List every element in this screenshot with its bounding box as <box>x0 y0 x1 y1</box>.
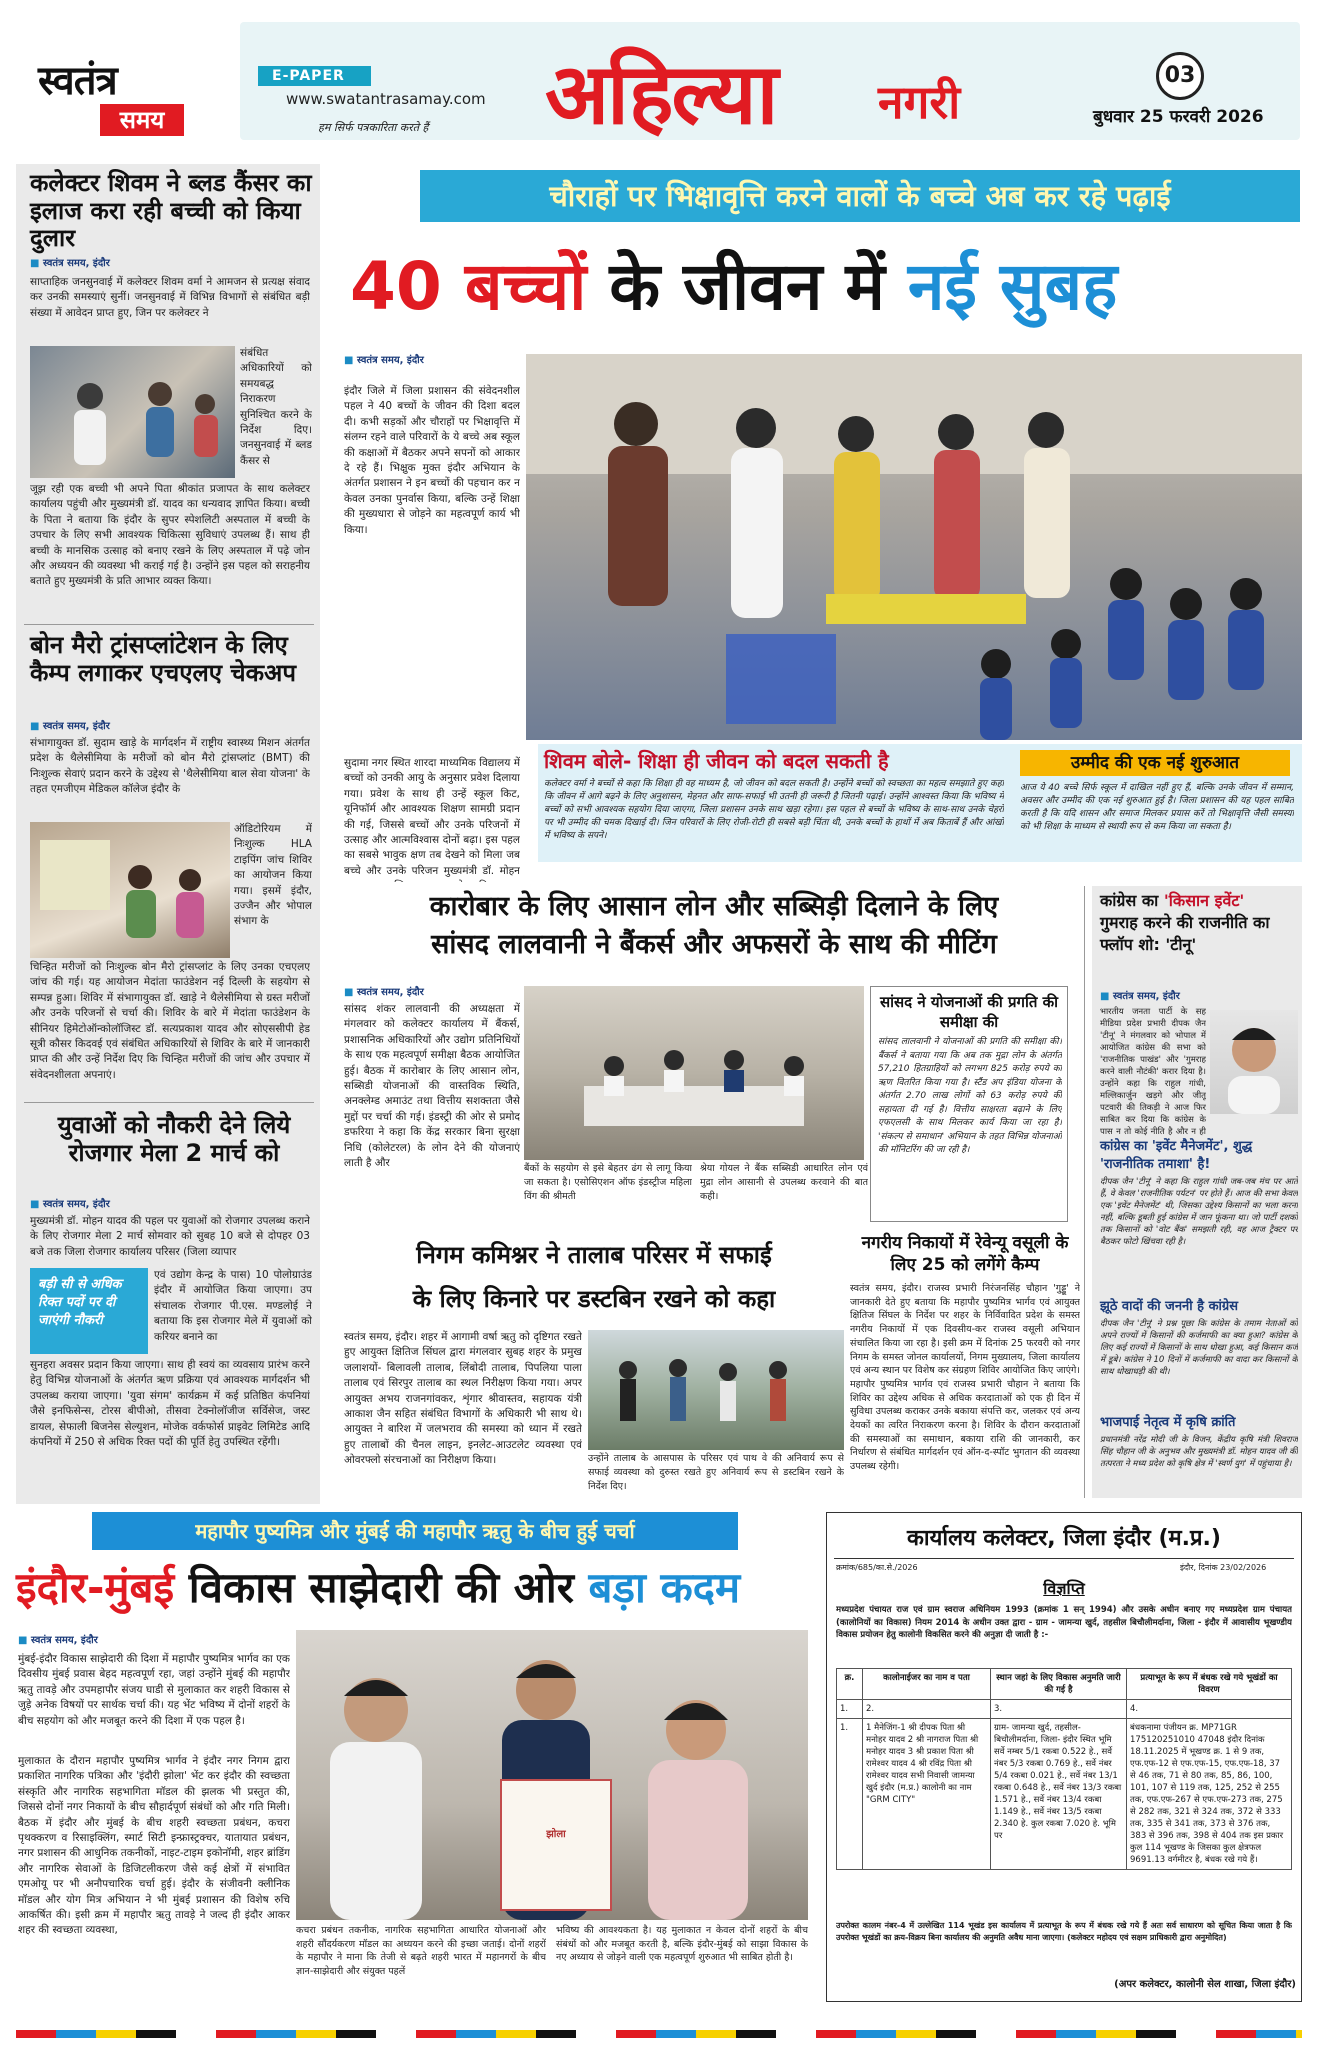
story-job-fair-headline[interactable]: युवाओं को नौकरी देने लिये रोजगार मेला 2 मार्च को <box>57 1111 291 1167</box>
website-url[interactable]: www.swatantrasamay.com <box>286 90 486 108</box>
medical-camp-icon <box>30 822 230 958</box>
person-portrait-icon <box>1210 1010 1298 1114</box>
nigam-headline-line-1[interactable]: निगम कमिश्नर ने तालाब परिसर में सफाई <box>416 1241 772 1269</box>
notice-cell: 1. <box>837 1719 863 1870</box>
story-blood-cancer-kicker: ■ स्वतंत्र समय, इंदौर <box>30 255 110 269</box>
congress-headline[interactable] <box>1100 890 1298 956</box>
divider <box>834 1558 1294 1559</box>
congress-kicker: ■ स्वतंत्र समय, इंदौर <box>1100 988 1180 1002</box>
story-job-fair-text-2: सुनहरा अवसर प्रदान किया जाएगा। साथ ही स्वयं का व्यवसाय प्रारंभ करने हेतु विभिन्न योजनाओं के अंतर्गत ऋण प्रक्रिया एवं आवश्यक मार्गदर्शन भी उपलब्ध कराया जाएगा। 'युवा संगम' कार्यक्रम में कई प्रतिष्ठित कंपनियां जैसे इनफिसेन्स, टोरस बीपीओ, तीसवा टेक्नोलॉजीज सर्विसेज, जस्ट डायल, सेफाली बिजनेस सेल्युशन, मोजेक वर्कफोर्स प्राइवेट लिमिटेड आदि कंपनियों में 250 से अधिक रिक्त पदों की पूर्ति हेतु उपस्थित रहेंगी। <box>30 1359 310 1449</box>
loan-sidebar-text: सांसद लालवानी ने योजनाओं की प्रगति की समीक्षा की। बैंकर्स ने बताया गया कि अब तक मुद्रा लोन के अंतर्गत 57,210 हितग्राहियों को लगभग 825 करोड़ रुपये का ऋण वितरित किया गया है। स्टैंड अप इंडिया योजना के अंतर्गत 2.70 लाख लोगों को 63 करोड़ रुपये की सहायता दी गई है। वित्तीय साक्षरता बढ़ाने के लिए एफएलसी के साथ मिलकर कार्य किया जा रहा है। 'संकल्प से समाधान' अभियान के तहत विभिन्न योजनाओं की मॉनिटरिंग की जा रही है। <box>878 1037 1062 1155</box>
meeting-table-icon <box>524 986 864 1160</box>
page-number: 03 <box>1156 52 1204 100</box>
logo-top-text: स्वतंत्र <box>38 57 117 104</box>
tagline: हम सिर्फ पत्रकारिता करते हैं <box>318 121 429 134</box>
notice-col-number: 4. <box>1127 1700 1292 1719</box>
notice-table <box>836 1668 1292 1870</box>
print-color-bar <box>16 2030 1302 2038</box>
mumbai-text-2: मुलाकात के दौरान महापौर पुष्यमित्र भार्गव ने इंदौर नगर निगम द्वारा प्रकाशित नागरिक पत्रिका और 'इंदौरी झोला' भेंट कर इंदौर की स्वच्छता संस्कृति और नागरिक सहभागिता मॉडल की झलक भी प्रस्तुत की, जिससे दोनों नगर निकायों के बीच सौहार्दपूर्ण संबंधों को और गति मिली। बैठक में इंदौर और मुंबई के बीच शहरी स्वच्छता प्रबंधन, कचरा पृथक्करण व रिसाइक्लिंग, स्मार्ट सिटी इन्फ्रास्ट्रक्चर, यातायात प्रबंधन, नगर प्रशासन की आधुनिक तकनीकों, नाइट-टाइम इकोनॉमी, शहर ब्रांडिंग और नागरिक सेवाओं के डिजिटलीकरण जैसे कई क्षेत्रों में संभावित एमओयू पर भी अनौपचारिक चर्चा हुई। इंदौर के संजीवनी क्लीनिक मॉडल और योग मित्र अभियान ने भी मुंबई प्रशासन की विशेष रुचि आकर्षित की। इसी क्रम में महापौर ऋतु तावड़े ने जल्द ही इंदौर आकर शहर की स्वच्छता व्यवस्था, <box>18 1755 290 1937</box>
notice-col-header: कालोनाईजर का नाम व पता <box>863 1669 991 1700</box>
mumbai-text-1: मुंबई-इंदौर विकास साझेदारी की दिशा में महापौर पुष्यमित्र भार्गव का एक दिवसीय मुंबई प्रवास बेहद महत्वपूर्ण रहा, जहां उन्होंने मुंबई की महापौर ऋतु तावड़े और उपमहापौर संजय घाडी से मुलाकात कर शहरी विकास से जुड़े अनेक विषयों पर सार्थक चर्चा की। यह भेंट भविष्य में दोनों शहरों के बीच सहयोग को और मजबूत करने की दिशा में एक पहल है। <box>18 1653 290 1727</box>
loan-headline-line-1[interactable]: कारोबार के लिए आसान लोन और सब्सिड़ी दिलाने के लिए <box>429 891 999 922</box>
notice-intro: मध्यप्रदेश पंचायत राज एवं ग्राम स्वराज अधिनियम 1993 (क्रमांक 1 सन् 1994) और उसके अधीन बनाए गए मध्यप्रदेश ग्राम पंचायत (कालोनियों का विकास) नियम 2014 के अधीन उक्त द्वारा - ग्राम - जामन्या खुर्द, तहसील बिचौलीमर्दाना, जिला - इंदौर में आवासीय भूखण्डीय विकास प्रयोजन हेतु कालोनी विकसित करने की अनुज्ञा दी जाती है :- <box>836 1605 1292 1640</box>
notice-col-number: 3. <box>991 1700 1127 1719</box>
notice-col-number: 1. <box>837 1700 863 1719</box>
job-fair-pullquote: बड़ी सी से अधिक रिक्त पदों पर दी जाएंगी नौकरी <box>30 1268 148 1354</box>
notice-ref-number: क्रमांक/685/का.से./2026 <box>836 1563 918 1572</box>
loan-kicker: ■ स्वतंत्र समय, इंदौर <box>344 984 424 998</box>
lead-text-2: सुदामा नगर स्थित शारदा माध्यमिक विद्यालय में बच्चों को उनकी आयु के अनुसार प्रवेश दिलाया गया। प्रवेश के साथ ही उन्हें स्कूल किट, यूनिफॉर्म और आवश्यक शिक्षण सामग्री प्रदान की गई, जिससे बच्चों और उनके परिजनों में उत्साह और आत्मविश्वास दोनों बढ़ा। इस पहल का सबसे भावुक क्षण तब देखने को मिला जब बच्चे और उनके परिजन मुख्यमंत्री डॉ. मोहन <box>344 757 520 877</box>
story-bmt-headline[interactable]: बोन मैरो ट्रांसप्लांटेशन के लिए कैम्प लगाकर एचएलए चेकअप <box>30 631 297 687</box>
notice-cell: बंधकनामा पंजीयन क्र. MP71GR 175120251010 47048 इंदौर दिनांक 18.11.2025 में भूखण्ड क्र. 1 से 9 तक, एफ.एफ-12 से एफ.एफ-15, एफ.एफ-18, 37 से 46 तक, 71 से 80 तक, 85, 86, 100, 101, 107 से 119 तक, 125, 252 से 255 तक, एफ.एफ-267 से एफ.एफ-273 तक, 275 से 282 तक, 321 से 324 तक, 372 से 333 तक, 335 से 341 तक, 373 से 376 तक, 383 से 396 तक, 398 से 404 तक इस प्रकार कुल 114 भूखण्ड के जिसका कुल क्षेत्रफल 9691.13 वर्गमीटर है, बंधक रखे गये हैं। <box>1127 1719 1292 1870</box>
divider <box>1084 886 1085 1498</box>
hla-camp-photo <box>30 822 230 958</box>
collector-photo <box>30 346 235 478</box>
loan-text-1: सांसद शंकर लालवानी की अध्यक्षता में मंगलवार को कलेक्टर कार्यालय में बैंकर्स, प्रशासनिक अधिकारियों और उद्योग प्रतिनिधियों के साथ एक महत्वपूर्ण समीक्षा बैठक आयोजित हुई। बैठक में कारोबार के लिए आसान लोन, सब्सिडी योजनाओं की वास्तविक स्थिति, अनक्लेम्ड अमाउंट तथा वित्तीय सशक्तता जैसे मुद्दों पर चर्चा की गई। इंडस्ट्री की ओर से प्रमोद डफरिया ने कहा कि केंद्र सरकार बिना सुरक्षा निधि (कोलेटरल) के लोन देने की योजनाएं लाती है और <box>344 1003 520 1170</box>
congress-subhead-1: कांग्रेस का 'इवेंट मैनेजमेंट', शुद्ध 'राजनीतिक तमाशा' है! <box>1100 1139 1253 1172</box>
story-job-fair-text-1: मुख्यमंत्री डॉ. मोहन यादव की पहल पर युवाओं को रोजगार उपलब्ध कराने के लिए रोजगार मेला 2 मार्च सोमवार को सुबह 10 बजे से दोपहर 03 बजे तक जिला रोजगार कार्यालय परिसर (जिला व्यापार <box>30 1215 310 1258</box>
lead-subtext-2: आज ये 40 बच्चे सिर्फ स्कूल में दाखिल नहीं हुए हैं, बल्कि उनके जीवन में सम्मान, अवसर और उम्मीद की एक नई शुरुआत हुई है। जिला प्रशासन की यह पहल साबित करती है कि यदि शासन और समाज मिलकर प्रयास करें तो भिक्षावृत्ति जैसी समस्या को भी शिक्षा के माध्यम से स्थायी रूप से कम किया जा सकता है। <box>1020 783 1294 832</box>
revenue-text: स्वतंत्र समय, इंदौर। राजस्व प्रभारी निरंजनसिंह चौहान 'गुड्डू' ने जानकारी देते हुए बताया कि महापौर पुष्यमित्र भार्गव एवं आयुक्त क्षितिज सिंघल के निर्देश पर शहर के निर्विवादित प्रदेश के समस्त नगरीय निकायों में एक दिवसीय-कर राजस्व वसूली अभियान संचालित किया जा रहा है। इसी क्रम में दिनांक 25 फरवरी को नगर निगम के समस्त जोनल कार्यालयों, निगम मुख्यालय, जिला कार्यालय एवं अन्य स्थान पर विशेष कर संग्रहण शिविर आयोजित किए जाएंगे। महापौर पुष्यमित्र भार्गव एवं राजस्व प्रभारी चौहान ने बताया कि शिविर का उद्देश्य अधिक से अधिक करदाताओं को एक ही दिन में सुविधा उपलब्ध कराकर उनके बकाया संपत्ति कर, जलकर एवं अन्य देयकों का त्वरित निराकरण करना है। शिविर के दौरान करदाताओं की समस्याओं का समाधान, बकाया राशि की जानकारी, कर निर्धारण से संबंधित मार्गदर्शन एवं ऑन-द-स्पॉट भुगतान की व्यवस्था उपलब्ध रहेगी। <box>850 1283 1080 1473</box>
loan-headline-line-2[interactable]: सांसद लालवानी ने बैंकर्स और अफसरों के साथ की मीटिंग <box>431 929 997 960</box>
congress-headline-b: 'किसान इवेंट' <box>1163 891 1245 910</box>
masthead <box>0 0 1318 152</box>
book-cover-text: झोला <box>546 1829 566 1840</box>
story-blood-cancer-text-1: साप्ताहिक जनसुनवाई में कलेक्टर शिवम वर्मा ने आमजन से प्रत्यक्ष संवाद कर उनकी समस्याएं सुनीं। जनसुनवाई में विभिन्न विभागों से संबंधित बड़ी संख्या में आवेदन प्राप्त हुए, जिन पर कलेक्टर ने <box>30 276 310 319</box>
notice-col-header: प्रत्याभूत के रूप में बंधक रखे गये भूखंडों का विवरण <box>1127 1669 1292 1700</box>
mumbai-headline-c: बड़ा कदम <box>588 1563 741 1612</box>
notice-col-number: 2. <box>863 1700 991 1719</box>
mumbai-text-3: कचरा प्रबंधन तकनीक, नागरिक सहभागिता आधारित योजनाओं और शहरी सौंदर्यकरण मॉडल का अध्ययन करने की इच्छा जताई। दोनों शहरों के महापौर ने माना कि तेजी से बढ़ते शहरी भारत में महानगरों के बीच ज्ञान-साझेदारी और संयुक्त पहलें <box>296 1925 546 1977</box>
mumbai-kicker: ■ स्वतंत्र समय, इंदौर <box>18 1632 98 1646</box>
mayors-meeting-photo <box>296 1630 808 1920</box>
mumbai-headline-b: विकास साझेदारी की ओर <box>174 1563 589 1612</box>
congress-text-2: दीपक जैन 'टीनू' ने कहा कि राहुल गांधी जब-जब मंच पर आते हैं, वे केवल 'राजनीतिक पर्यटन' पर होते हैं। आज की सभा केवल एक 'इवेंट मैनेजमेंट' थी, जिसका उद्देश्य किसानों का भला करना नहीं, बल्कि डूबती हुई कांग्रेस में जान फूंकना था। जो पार्टी दशकों तक किसानों को 'वोट बैंक' समझती रही, वह आज ट्रैक्टर पर बैठकर फोटो खिंचवा रही है। <box>1100 1177 1298 1247</box>
lead-banner: चौराहों पर भिक्षावृत्ति करने वालों के बच्चे अब कर रहे पढ़ाई <box>420 170 1300 222</box>
people-silhouette-icon <box>30 346 235 478</box>
lead-headline-part-2: के जीवन में <box>586 248 908 325</box>
story-bmt-text-1b: ऑडिटोरियम में निःशुल्क HLA टाइपिंग जांच शिविर का आयोजन किया गया। इसमें इंदौर, उज्जैन और भोपाल संभाग के <box>234 823 312 928</box>
loan-text-3: श्रेया गोयल ने बैंक सब्सिडी आधारित लोन एवं मुद्रा लोन आसानी से उपलब्ध करवाने की बात कही। <box>700 1163 868 1202</box>
story-bmt-kicker: ■ स्वतंत्र समय, इंदौर <box>30 718 110 732</box>
story-bmt-text-1: संभागायुक्त डॉ. सुदाम खाड़े के मार्गदर्शन में राष्ट्रीय स्वास्थ्य मिशन अंतर्गत प्रदेश के थैलेसीमिया के मरीजों को बोन मैरो ट्रांसप्लांट (BMT) की निःशुल्क सेवाएं प्रदान करने के उद्देश्य से 'थैलेसीमिया बाल सेवा योजना' के तहत एमजीएम मेडिकल कॉलेज इंदौर के <box>30 737 310 796</box>
mumbai-headline[interactable] <box>16 1560 816 1616</box>
epaper-badge: E-PAPER <box>258 66 371 86</box>
notice-footer: उपरोक्त कालम नंबर-4 में उल्लेखित 114 भूखंड इस कार्यालय में प्रत्याभूत के रूप में बंधक रखे गये हैं अतः सर्व साधारण को सूचित किया जाता है कि उपरोक्त भूखंडों का क्रय-विक्रय बिना कार्यालय की अनुमति अवैध माना जाएगा। (कलेक्टर महोदय एवं सक्षम प्राधिकारी द्वारा अनुमोदित) <box>836 1921 1292 1942</box>
mumbai-text-4: भविष्य की आवश्यकता है। यह मुलाकात न केवल दोनों शहरों के बीच संबंधों को और मजबूत करती है, बल्कि इंदौर-मुंबई को साझा विकास के नए अध्याय से जोड़ने वाली एक महत्वपूर्ण शुरुआत भी साबित होती है। <box>556 1925 808 1963</box>
notice-cell: 1 मैनेजिंग-1 श्री दीपक पिता श्री मनोहर यादव 2 श्री नागराज पिता श्री मनोहर यादव 3 श्री प्रकाश पिता श्री रामेश्वर यादव 4 श्री रविंद्र पिता श्री रामेश्वर यादव सभी निवासी जामन्या खुर्द इंदौर (म.प्र.) कालोनी का नाम "GRM CITY" <box>863 1719 991 1870</box>
children-classroom-icon <box>526 354 1302 740</box>
congress-subhead-3: भाजपाई नेतृत्व में कृषि क्रांति <box>1100 1415 1236 1430</box>
notice-col-header: स्थान जहां के लिए विकास अनुमति जारी की गई है <box>991 1669 1127 1700</box>
lead-headline[interactable] <box>350 238 1310 338</box>
lead-subhead-1: शिवम बोले- शिक्षा ही जीवन को बदल सकती है <box>544 749 889 773</box>
congress-text-1: भारतीय जनता पार्टी के सह मीडिया प्रदेश प्रभारी दीपक जैन 'टीनू' ने मंगलवार को भोपाल में आयोजित कांग्रेस की सभा को 'राजनीतिक पाखंड' और 'गुमराह करने वाली नौटंकी' करार दिया है। उन्होंने कहा कि राहुल गांधी, मल्लिकार्जुन खड़गे और जीतू पटवारी की तिकड़ी ने आज फिर साबित कर दिया कि कांग्रेस के पास न तो कोई नीति है और न ही <box>1100 1007 1206 1137</box>
congress-headline-c: गुमराह करने की राजनीति का फ्लॉप शो: 'टीनू' <box>1100 913 1270 954</box>
lead-subtext-1: कलेक्टर वर्मा ने बच्चों से कहा कि शिक्षा ही वह माध्यम है, जो जीवन को बदल सकती है। उन्होंने बच्चों को स्वच्छता का महत्व समझाते हुए कहा कि जीवन में आगे बढ़ने के लिए अनुशासन, मेहनत और साफ-सफाई भी उतनी ही जरूरी है जितनी पढ़ाई। उन्होंने आश्वस्त किया कि भविष्य में बच्चों को सभी आवश्यक सहयोग दिया जाएगा, जिला प्रशासन उनके साथ खड़ा रहेगा। इस पहल से बच्चों के भविष्य के साथ-साथ उनके चेहरों पर भी उम्मीद की चमक दिखाई दी। जिन परिवारों के लिए रोजी-रोटी ही सबसे बड़ी चिंता थी, उनके बच्चों के हाथों में अब किताबें हैं और आंखों में भविष्य के सपने। <box>544 779 1004 841</box>
logo-bottom-text: समय <box>100 104 184 136</box>
divider <box>24 624 314 625</box>
notice-office-title: कार्यालय कलेक्टर, जिला इंदौर (म.प्र.) <box>907 1526 1221 1551</box>
newspaper-logo[interactable] <box>38 58 208 154</box>
nigam-headline-line-2[interactable]: के लिए किनारे पर डस्टबिन रखने को कहा <box>412 1285 776 1313</box>
notice-col-header: क्र. <box>837 1669 863 1700</box>
lead-subhead-2: उम्मीद की एक नई शुरुआत <box>1020 750 1290 776</box>
notice-cell: ग्राम- जामन्या खुर्द, तहसील- बिचौलीमर्दाना, जिला- इंदौर स्थित भूमि सर्वे नम्बर 5/1 रकबा 0.522 हे., सर्वे नंबर 5/3 रकबा 0.769 हे., सर्वे नंबर 5/4 रकबा 0.021 हे., सर्वे नंबर 13/1 रकबा 0.648 हे., सर्वे नंबर 13/3 रकबा 1.571 हे., सर्वे नंबर 13/4 रकबा 1.149 हे., सर्वे नंबर 13/5 रकबा 2.340 हे. कुल रकबा 7.020 हे. भूमि पर <box>991 1719 1127 1870</box>
mumbai-headline-a: इंदौर-मुंबई <box>16 1563 175 1612</box>
loan-sidebar-title: सांसद ने योजनाओं की प्रगति की समीक्षा की <box>879 993 1059 1031</box>
revenue-headline[interactable]: नगरीय निकायों में रेवेन्यू वसूली के लिए 25 को लगेंगे कैम्प <box>861 1233 1069 1275</box>
mumbai-banner: महापौर पुष्यमित्र और मुंबई की महापौर ऋतु के बीच हुई चर्चा <box>92 1512 738 1550</box>
lead-kicker: ■ स्वतंत्र समय, इंदौर <box>344 352 424 366</box>
dateline: बुधवार 25 फरवरी 2026 <box>1093 107 1264 127</box>
notice-signature: (अपर कलेक्टर, कालोनी सेल शाखा, जिला इंदौर) <box>1114 1979 1296 1990</box>
congress-text-3: दीपक जैन 'टीनू' ने प्रश्न पूछा कि कांग्रेस के तमाम नेताओं को अपने राज्यों में किसानों की कर्जमाफी का क्या हुआ? कांग्रेस के लिए कई राज्यों में किसानों के साथ धोखा हुआ, कई किसान कर्ज में डूबे। कांग्रेस ने 10 दिनों में कर्जमाफी का वादा कर किसानों के साथ धोखाधड़ी की थी। <box>1100 1319 1298 1377</box>
lake-inspection-photo <box>588 1330 844 1450</box>
lead-headline-part-1: 40 बच्चों <box>350 248 587 325</box>
notice-title: विज्ञप्ति <box>1043 1579 1085 1598</box>
story-job-fair-kicker: ■ स्वतंत्र समय, इंदौर <box>30 1196 110 1210</box>
congress-subhead-2: झूठे वादों की जननी है कांग्रेस <box>1100 1299 1239 1314</box>
lead-headline-part-3: नई सुबह <box>907 248 1118 325</box>
story-blood-cancer-headline[interactable]: कलेक्टर शिवम ने ब्लड कैंसर का इलाज करा रही बच्ची को किया दुलार <box>30 169 312 253</box>
story-blood-cancer-text-2: जूझ रही एक बच्ची भी अपने पिता श्रीकांत प्रजापत के साथ कलेक्टर कार्यालय पहुंची और मुख्यमंत्री डॉ. यादव का धन्यवाद ज्ञापित किया। बच्ची के पिता ने बताया कि इंदौर के सुपर स्पेशलिटी अस्पताल में बच्ची के उपचार के लिए सभी आवश्यक चिकित्सा सुविधाएं उपलब्ध हैं। साथ ही बच्ची के मानसिक उत्साह को बनाए रखने के लिए अस्पताल में पढ़े जोन और अध्ययन की व्यवस्था भी कराई गई है। उन्होंने इस पहल को सराहनीय बताते हुए मुख्यमंत्री के प्रति आभार व्यक्त किया। <box>30 483 310 588</box>
divider <box>24 1102 314 1103</box>
lead-photo-children <box>526 354 1302 740</box>
meeting-photo <box>524 986 864 1160</box>
notice-ref-date: इंदौर, दिनांक 23/02/2026 <box>1180 1563 1267 1572</box>
inspection-team-icon <box>588 1330 844 1450</box>
nigam-text-2: उन्होंने तालाब के आसपास के परिसर एवं पाथ वे की अनिवार्य रूप से सफाई व्यवस्था को दुरुस्त रखते हुए अनिवार्य रूप से डस्टबिन रखने के निर्देश दिए। <box>588 1453 844 1492</box>
portrait-photo <box>1210 1010 1298 1114</box>
story-bmt-text-2: चिन्हित मरीजों को निःशुल्क बोन मैरो ट्रांसप्लांट के लिए उनका एचएलए जांच की गई। यह आयोजन मेदांता फाउंडेशन नई दिल्ली के सहयोग से सम्पन्न हुआ। शिविर में संभागायुक्त डॉ. खाड़े ने थैलेसीमिया से ग्रस्त मरीजों और उनके परिजनों से चर्चा की। शिविर के बारे में मेदांता फाउंडेशन के सीनियर हिमेटोऑन्कोलॉजिस्ट डॉ. सत्यप्रकाश यादव और सोएससीपी हेड सूत्री कौसर किदवई एवं संबंधित अधिकारियों से शिविर के बारे में जानकारी प्राप्त की और उन्हें निर्देश दिए कि चिन्हित मरीजों की जांच और उपचार में संवेदनशीलता अपनाएं। <box>30 961 310 1081</box>
nigam-text-1: स्वतंत्र समय, इंदौर। शहर में आगामी वर्षा ऋतु को दृष्टिगत रखते हुए आयुक्त क्षितिज सिंघल द्वारा मंगलवार सुबह शहर के प्रमुख जलाशयों- बिलावली तालाब, लिंबोदी तालाब, पिपलिया पाला तालाब एवं सिरपुर तालाब का स्थल निरीक्षण किया गया। अपर आयुक्त अभय राजनगांवकर, शृंगार श्रीवास्तव, सहायक यंत्री आकाश जैन सहित संबंधित विभागों के अधिकारी भी साथ थे। आयुक्त ने बारिश में जलभराव की समस्या को ध्यान में रखते हुए तालाबों की चैनल लाइन, इनलेट-आउटलेट व्यवस्था एवं ओवरफ्लो संरचनाओं का निरीक्षण किया। <box>344 1331 582 1467</box>
story-blood-cancer-text-1b: संबंधित अधिकारियों को समयबद्ध निराकरण सुनिश्चित करने के निर्देश दिए। जनसुनवाई में ब्लड कैंसर से <box>240 347 312 467</box>
congress-text-4: प्रधानमंत्री नरेंद्र मोदी जी के विजन, केंद्रीय कृषि मंत्री शिवराज सिंह चौहान जी के अनुभव और मुख्यमंत्री डॉ. मोहन यादव जी की तत्परता ने मध्य प्रदेश को कृषि क्षेत्र में 'स्वर्ण युग' में पहुंचाया है। <box>1100 1435 1298 1469</box>
edition-subtitle: नगरी <box>878 75 961 129</box>
loan-text-2: बैंकों के सहयोग से इसे बेहतर ढंग से लागू किया जा सकता है। एसोसिएशन ऑफ इंडस्ट्रीज महिला विंग की श्रीमती <box>524 1163 692 1202</box>
mayors-exchange-icon <box>296 1630 808 1920</box>
story-job-fair-text-1b: एवं उद्योग केन्द्र के पास) 10 पोलोग्राउंड इंदौर में आयोजित किया जाएगा। उप संचालक रोजगार पी.एस. मण्डलोई ने बताया कि इस रोजगार मेले में युवाओं को करियर बनाने का <box>154 1269 312 1343</box>
congress-headline-a: कांग्रेस का <box>1100 891 1164 910</box>
edition-title: अहिल्या <box>545 45 777 143</box>
lead-text-1: इंदौर जिले में जिला प्रशासन की संवेदनशील पहल ने 40 बच्चों के जीवन की दिशा बदल दी। कभी सड़कों और चौराहों पर भिक्षावृत्ति में संलग्न रहने वाले परिवारों के ये बच्चे अब स्कूल की कक्षाओं में बैठकर अपने सपनों को आकार दे रहे हैं। भिक्षुक मुक्त इंदौर अभियान के अंतर्गत प्रशासन ने इन बच्चों की पहचान कर न केवल उनका पुनर्वास किया, बल्कि उन्हें शिक्षा की मुख्यधारा से जोड़ने का महत्वपूर्ण कार्य भी किया। <box>344 385 520 536</box>
